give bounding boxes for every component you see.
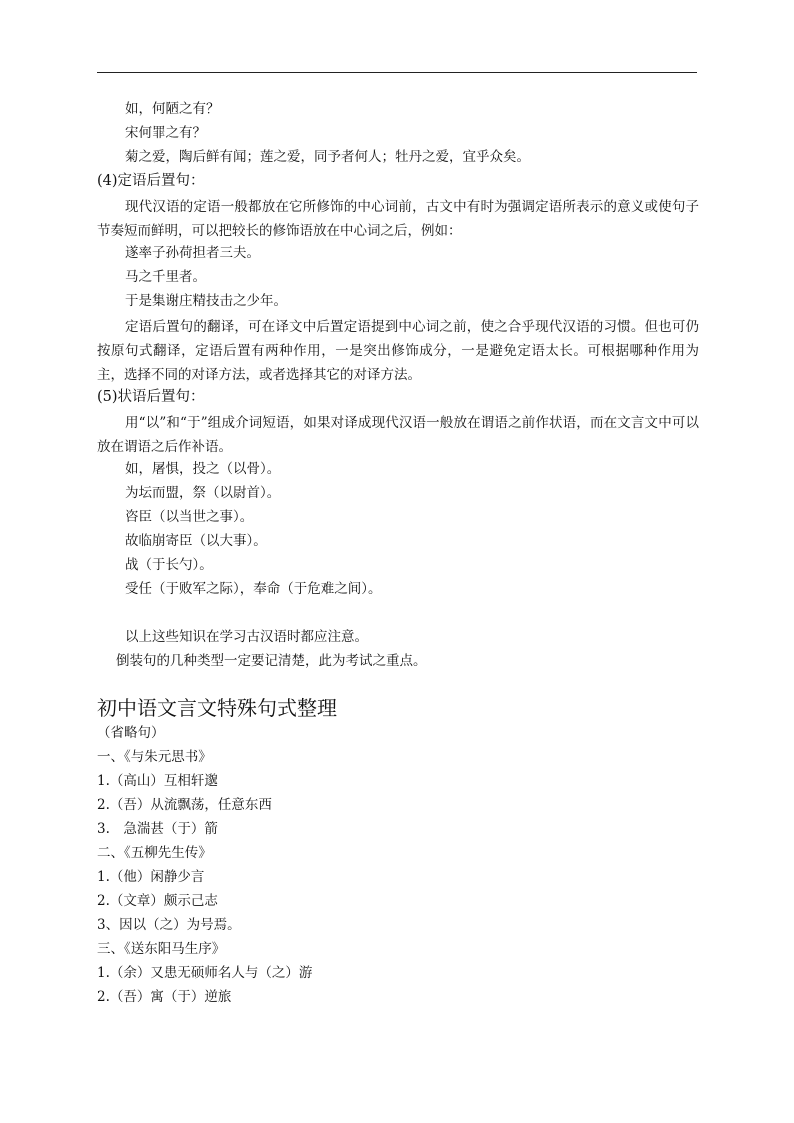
example-line: 受任（于败军之际），奉命（于危难之间）。	[125, 581, 382, 597]
note-line: 以上这些知识在学习古汉语时都应注意。	[125, 629, 368, 645]
example-line: 遂率子孙荷担者三夫。	[125, 245, 260, 261]
paragraph-5: 用“以”和“于”组成介词短语，如果对译成现代汉语一般放在谓语之前作状语，而在文言文中可以放在谓语之后作补语。	[97, 415, 699, 455]
list-item: 1.（他）闲静少言	[97, 869, 205, 885]
list-item: 3、因以（之）为号焉。	[97, 917, 241, 933]
example-line: 咨臣（以当世之事）。	[125, 509, 254, 525]
list-item: 2.（文章）颇示己志	[97, 893, 218, 909]
list-item: 一、《与朱元思书》	[97, 749, 212, 765]
section-heading-5: (5)状语后置句：	[97, 389, 205, 405]
list-item: 三、《送东阳马生序》	[97, 941, 226, 957]
note-line: 倒装句的几种类型一定要记清楚，此为考试之重点。	[116, 653, 427, 669]
section-title: 初中语文言文特殊句式整理	[97, 696, 337, 720]
list-item: 1.（高山）互相轩邈	[97, 773, 218, 789]
list-item: 2.（吾）从流飘荡，任意东西	[97, 797, 272, 813]
example-line: 如，屠惧，投之（以骨）。	[125, 461, 281, 477]
example-line: 故临崩寄臣（以大事）。	[125, 533, 267, 549]
paragraph-4: 现代汉语的定语一般都放在它所修饰的中心词前，古文中有时为强调定语所表示的意义或使句子节奏短而鲜明，可以把较长的修饰语放在中心词之后，例如：	[97, 199, 699, 239]
example-line: 菊之爱，陶后鲜有闻；莲之爱，同予者何人；牡丹之爱，宜乎众矣。	[125, 149, 530, 165]
list-item: 二、《五柳先生传》	[97, 845, 212, 861]
section-heading-4: (4)定语后置句：	[97, 173, 205, 189]
section-subtitle: （省略句）	[97, 725, 165, 741]
example-line: 宋何罪之有？	[125, 125, 206, 141]
list-item: 3. 急湍甚（于）箭	[97, 821, 218, 837]
paragraph-4b: 定语后置句的翻译，可在译文中后置定语提到中心词之前，使之合乎现代汉语的习惯。但也可仍按原句式翻译，定语后置有两种作用，一是突出修饰成分，一是避免定语太长。可根据哪种作用为主，选择不同的对译方法，或者选择其它的对译方法。	[97, 319, 699, 383]
example-line: 马之千里者。	[125, 269, 206, 285]
example-line: 如，何陋之有？	[125, 101, 220, 117]
example-line: 于是集谢庄精技击之少年。	[125, 293, 287, 309]
example-line: 为坛而盟，祭（以尉首）。	[125, 485, 281, 501]
list-item: 2.（吾）寓（于）逆旅	[97, 989, 232, 1005]
example-line: 战（于长勺）。	[125, 557, 213, 573]
list-item: 1.（余）又患无硕师名人与（之）游	[97, 965, 313, 981]
header-rule	[97, 72, 697, 73]
